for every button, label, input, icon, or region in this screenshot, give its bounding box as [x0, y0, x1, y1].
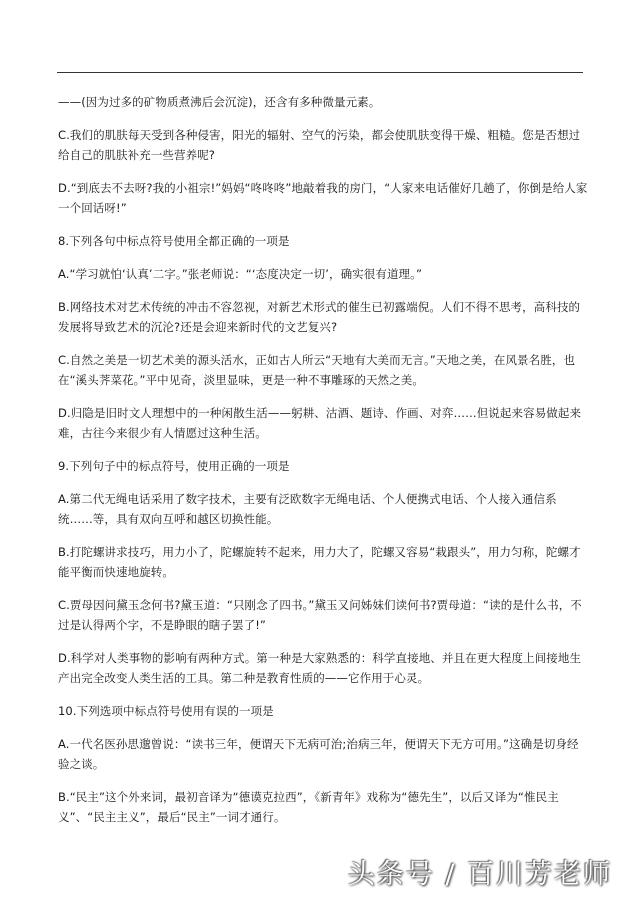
q8-option-b: B.网络技术对艺术传统的冲击不容忽视，对新艺术形式的催生已初露端倪。人们不得不思考，高科技的发展将导致艺术的沉沦?还是会迎来新时代的文艺复兴?: [58, 300, 581, 334]
q9-option-c: C.贾母因问黛玉念何书?黛玉道：“只刚念了四书。”黛玉又问姊妹们读何书?贾母道：“读的是什么书，不过是认得两个字，不是睁眼的瞎子罢了!”: [58, 598, 582, 632]
q9-option-d: D.科学对人类事物的影响有两种方式。第一种是大家熟悉的：科学直接地、并且在更大程度上间接地生产出完全改变人类生活的工具。第二种是教育性质的——它作用于心灵。: [58, 651, 582, 685]
q8-option-d: D.归隐是旧时文人理想中的一种闲散生活——躬耕、沽酒、题诗、作画、对弈……但说起来容易做起来难，古往今来很少有人情愿过这种生活。: [58, 406, 582, 440]
document-body: [58, 92, 590, 840]
paragraph-fragment: ——(因为过多的矿物质煮沸后会沉淀)，还含有多种微量元素。: [58, 95, 381, 109]
question-9: 9.下列句子中的标点符号，使用正确的一项是: [58, 459, 290, 473]
watermark: 头条号 / 百川芳老师: [347, 859, 612, 890]
question-8: 8.下列各句中标点符号使用全都正确的一项是: [58, 234, 290, 248]
q9-option-a: A.第二代无绳电话采用了数字技术，主要有泛欧数字无绳电话、个人便携式电话、个人接入通信系统……等，具有双向互呼和越区切换性能。: [58, 492, 557, 526]
option-d: D.“到底去不去呀?我的小祖宗!”妈妈“咚咚咚”地敲着我的房门，“人家来电话催好几趟了，你倒是给人家一个回话呀!”: [58, 181, 588, 215]
q10-option-a: A.一代名医孙思邈曾说：“读书三年，便谓天下无病可治;治病三年，便谓天下无方可用。”这确是切身经验之谈。: [58, 737, 579, 771]
top-rule: [57, 72, 583, 73]
option-c: C.我们的肌肤每天受到各种侵害，阳光的辐射、空气的污染，都会使肌肤变得干燥、粗糙。您是否想过给自己的肌肤补充一些营养呢?: [58, 128, 581, 162]
q9-option-b: B.打陀螺讲求技巧，用力小了，陀螺旋转不起来，用力大了，陀螺又容易“栽跟头”，用力匀称，陀螺才能平衡而快速地旋转。: [58, 545, 581, 579]
q8-option-a: A.“学习就怕‘认真’二字。”张老师说：“‘态度决定一切’，确实很有道理。”: [58, 267, 423, 281]
q10-option-b: B.“民主”这个外来词，最初音译为“德谟克拉西”，《新青年》戏称为“德先生”，以后又译为“惟民主义”、“民主主义”，最后“民主”一词才通行。: [58, 790, 559, 824]
q8-option-c: C.自然之美是一切艺术美的源头活水，正如古人所云“天地有大美而无言。”天地之美，在风景名胜，也在“溪头荠菜花。”平中见奇，淡里显味，更是一种不事雕琢的天然之美。: [58, 353, 576, 387]
question-10: 10.下列选项中标点符号使用有误的一项是: [58, 704, 274, 718]
